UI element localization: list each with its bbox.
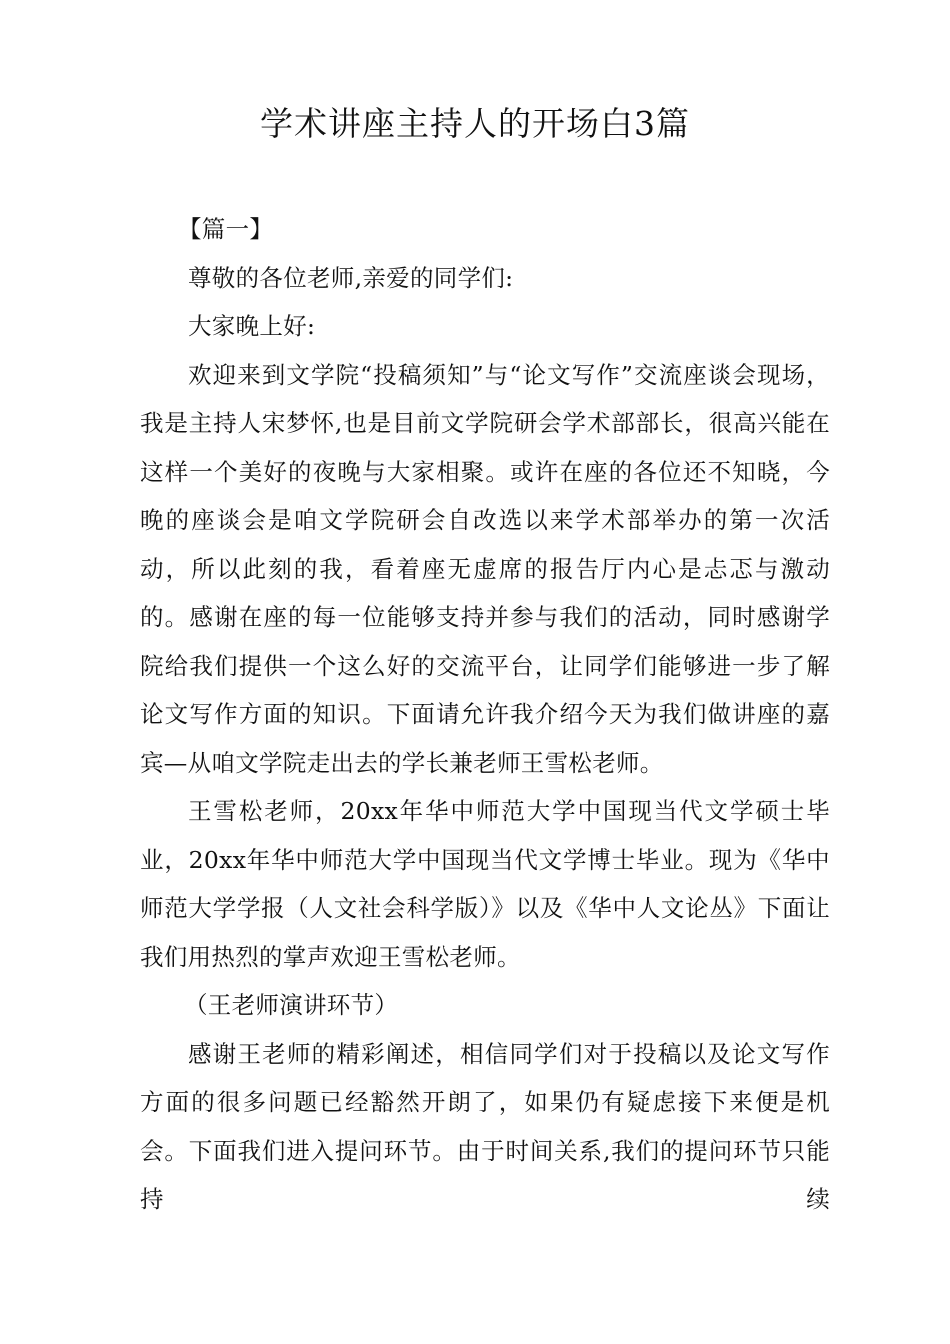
stage-note-paragraph: （王老师演讲环节） <box>184 991 399 1019</box>
welcome-paragraph: 欢迎来到文学院“投稿须知”与“论文写作”交流座谈会现场，我是主持人宋梦怀,也是目前文学院研会学术部部长，很高兴能在这样一个美好的夜晚与大家相聚。或许在座的各位还不知晓，今晚的座谈会是咱文学院研会自改选以来学术部举办的第一次活动，所以此刻的我，看着座无虚席的报告厅内心是忐忑与激动的。感谢在座的每一位能够支持并参与我们的活动，同时感谢学院给我们提供一个这么好的交流平台，让同学们能够进一步了解论文写作方面的知识。下面请允许我介绍今天为我们做讲座的嘉宾—从咱文学院走出去的学长兼老师王雪松老师。 <box>140 360 830 777</box>
thanks-paragraph: 感谢王老师的精彩阐述，相信同学们对于投稿以及论文写作方面的很多问题已经豁然开朗了，如果仍有疑虑接下来便是机会。下面我们进入提问环节。由于时间关系,我们的提问环节只能持续 <box>140 1039 830 1213</box>
greeting-paragraph: 大家晚上好: <box>188 312 316 340</box>
guest-intro-paragraph: 王雪松老师，20xx年华中师范大学中国现当代文学硕士毕业，20xx年华中师范大学中国现当代文学博士毕业。现为《华中师范大学学报（人文社会科学版）》以及《华中人文论丛》下面让我们用热烈的掌声欢迎王雪松老师。 <box>140 797 830 971</box>
document-body <box>140 205 830 1224</box>
section-heading: 【篇一】 <box>178 215 274 243</box>
document-title: 学术讲座主持人的开场白3篇 <box>260 104 690 143</box>
salutation-paragraph: 尊敬的各位老师,亲爱的同学们: <box>188 263 514 292</box>
